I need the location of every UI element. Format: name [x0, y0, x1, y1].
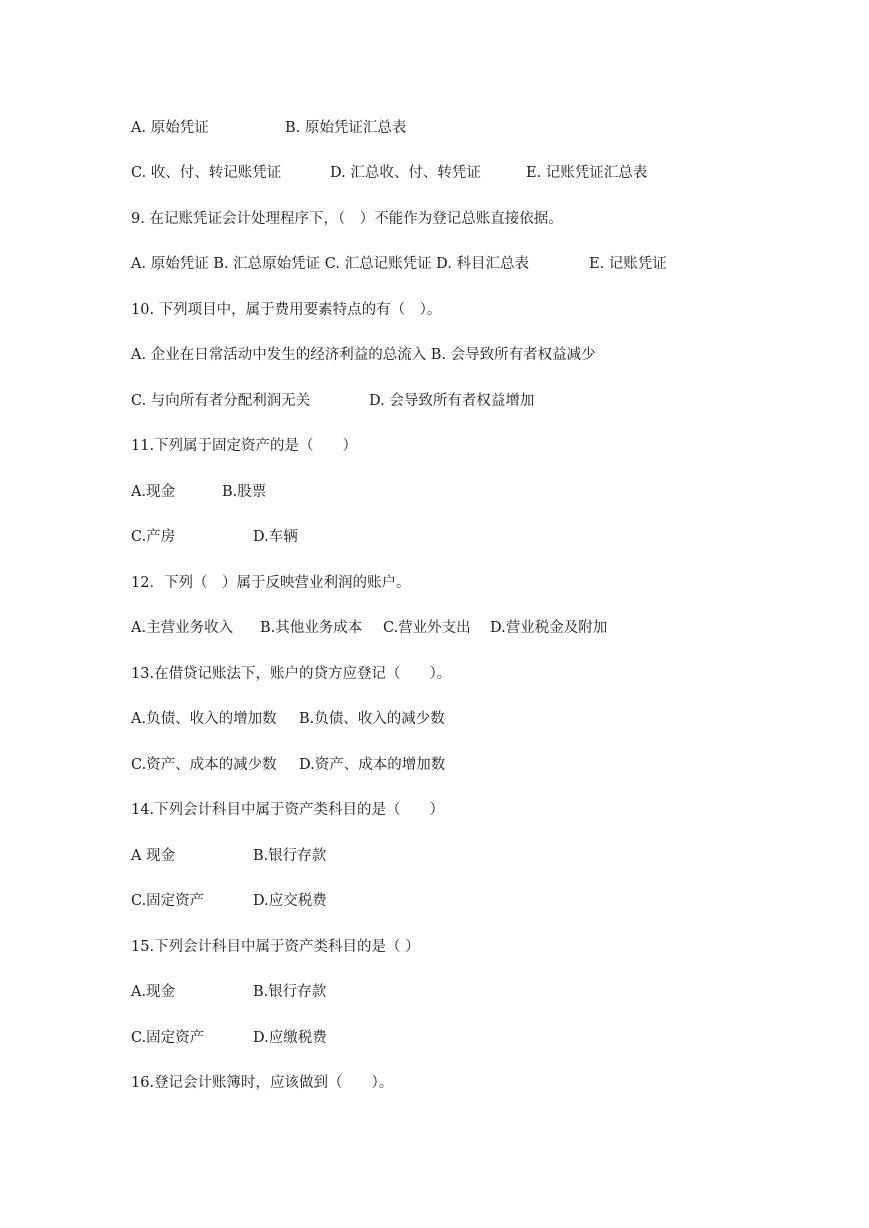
- option-b: B. 原始凭证汇总表: [285, 120, 407, 136]
- option-c: C. 与向所有者分配利润无关: [131, 393, 311, 409]
- question-12: 12．下列（ ）属于反映营业利润的账户。: [131, 575, 411, 591]
- option-d: D.营业税金及附加: [490, 620, 608, 636]
- option-a: A.负债、收入的增加数: [131, 711, 277, 727]
- option-b: B.负债、收入的减少数: [299, 711, 445, 727]
- option-a: A.主营业务收入: [131, 620, 234, 636]
- question-15: 15.下列会计科目中属于资产类科目的是（ ）: [131, 939, 420, 955]
- option-c: C.产房: [131, 529, 176, 545]
- option-c: C.营业外支出: [383, 620, 471, 636]
- option-e: E. 记账凭证汇总表: [526, 165, 648, 181]
- question-14: 14.下列会计科目中属于资产类科目的是（ ）: [131, 802, 445, 818]
- option-b: B.其他业务成本: [260, 620, 363, 636]
- option-d: D. 汇总收、付、转凭证: [330, 165, 481, 181]
- option-d: D.车辆: [253, 529, 298, 545]
- option-a: A.现金: [131, 484, 176, 500]
- option-b: B.股票: [222, 484, 267, 500]
- option-c: C.固定资产: [131, 893, 205, 909]
- option-d: D. 会导致所有者权益增加: [369, 393, 535, 409]
- option-b: B.银行存款: [253, 984, 327, 1000]
- option-d: D.应交税费: [253, 893, 327, 909]
- option-a: A.现金: [131, 984, 176, 1000]
- option-d: D.资产、成本的增加数: [299, 757, 446, 773]
- option-b: B.银行存款: [253, 848, 327, 864]
- options-a-b: A. 企业在日常活动中发生的经济利益的总流入 B. 会导致所有者权益减少: [131, 347, 596, 363]
- question-11: 11.下列属于固定资产的是（ ）: [131, 438, 358, 454]
- question-10: 10. 下列项目中，属于费用要素特点的有（ ）。: [131, 302, 442, 318]
- option-a: A. 原始凭证: [131, 120, 209, 136]
- question-13: 13.在借贷记账法下，账户的贷方应登记（ ）。: [131, 666, 452, 682]
- question-16: 16.登记会计账簿时，应该做到（ ）。: [131, 1075, 394, 1091]
- options-a-to-d: A. 原始凭证 B. 汇总原始凭证 C. 汇总记账凭证 D. 科目汇总表: [131, 256, 530, 272]
- question-9: 9. 在记账凭证会计处理程序下，（ ）不能作为登记总账直接依据。: [131, 211, 563, 227]
- option-a: A 现金: [131, 848, 176, 864]
- option-d: D.应缴税费: [253, 1030, 327, 1046]
- option-c: C.固定资产: [131, 1030, 205, 1046]
- option-c: C.资产、成本的减少数: [131, 757, 277, 773]
- option-e: E. 记账凭证: [589, 256, 667, 272]
- option-c: C. 收、付、转记账凭证: [131, 165, 282, 181]
